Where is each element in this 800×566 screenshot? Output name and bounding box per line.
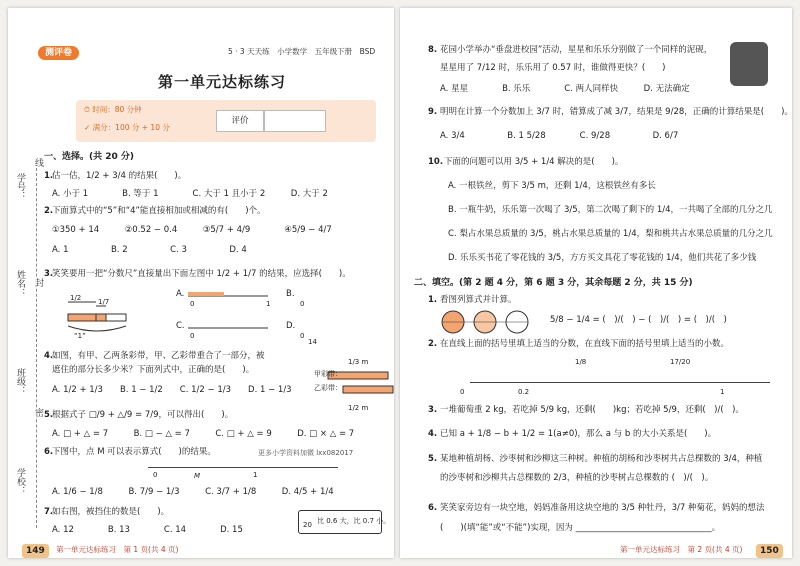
q8-line1: 花园小学举办“垂盘进校园”活动，星星和乐乐分别做了一个同样的泥砚，: [440, 45, 713, 55]
section-1-title: 一、选择。(共 20 分): [44, 152, 135, 162]
q3-c: C.: [176, 321, 185, 331]
q9-num: 9.: [428, 107, 438, 117]
f1-num: 1.: [428, 295, 438, 305]
side-word-feng: 封: [33, 278, 43, 287]
inkstone-image: [730, 42, 768, 86]
q3-seventh: 1/7: [98, 298, 110, 306]
q2-num: 2.: [44, 206, 54, 216]
q3: 笑笑要用一把“分数尺”直接量出下面左图中 1/2 + 1/7 的结果，应选择( )。: [52, 269, 351, 279]
f4: 已知 a + 1/8 − b + 1/2 = 1(a≠0)，那么 a 与 b 的大小关系是( )。: [440, 429, 717, 439]
f2: 在直线上面的括号里填上适当的分数，在直线下面的括号里填上适当的小数。: [440, 339, 730, 349]
side-class: 班级：: [15, 368, 25, 395]
footer-page-number: 149: [22, 544, 49, 558]
footer-page-number-right: 150: [756, 544, 783, 558]
q10: 下面的问题可以用 3/5 + 1/4 解决的是( )。: [444, 157, 624, 167]
q2: 下面算式中的“5”和“4”能直接相加或相减的有( )个。: [52, 206, 266, 216]
f6-line1: 笑笑家旁边有一块空地，妈妈准备用这块空地的 3/5 种牡丹，3/7 种菊花，妈妈的想法: [440, 503, 765, 513]
q8-options: A. 星星 B. 乐乐 C. 两人同样快 D. 无法确定: [440, 84, 690, 94]
q10-c: C. 梨占水果总质量的 3/5，桃占水果总质量的 1/4，梨和桃共占水果总质量的几分之几: [448, 229, 773, 239]
q1: 估一估，1/2 + 3/4 的结果( )。: [52, 171, 187, 181]
time-label: ⏱ 时间：80 分钟: [84, 105, 142, 114]
side-word-xian: 线: [33, 158, 43, 167]
f6-num: 6.: [428, 503, 438, 513]
q6-num: 6.: [44, 447, 54, 457]
q3-one: “1”: [74, 332, 86, 340]
f5-line2: 的沙枣树和沙柳共占总棵数的 2/3，种植的沙枣树占总棵数的 ( )/( )。: [440, 473, 714, 483]
section-2-title: 二、填空。(第 2 题 4 分，第 6 题 3 分，其余每题 2 分，共 15 分): [414, 278, 693, 288]
q7-num: 7.: [44, 507, 54, 517]
f2-zero: 0: [460, 388, 465, 396]
q6-one: 1: [253, 471, 258, 479]
q3-a-one: 1: [266, 300, 271, 308]
q4-yi: 乙彩带：: [314, 384, 342, 392]
q3-d-fourteen: 14: [308, 338, 317, 346]
f1-pie-figure: [440, 308, 550, 336]
q3-num: 3.: [44, 269, 54, 279]
q7-card-note: 比 0.6 大，比 0.7 小。: [317, 517, 391, 525]
side-name: 姓名：: [15, 270, 25, 297]
f2-top1: 1/8: [575, 358, 587, 366]
q7-options: A. 12 B. 13 C. 14 D. 15: [52, 525, 243, 535]
q1-num: 1.: [44, 171, 54, 181]
q3-b-zero: 0: [300, 300, 305, 308]
q5-num: 5.: [44, 410, 54, 420]
f1-equation: 5/8 − 1/4 = ( )/( ) − ( )/( ) = ( )/( ): [550, 315, 727, 325]
q1-options: A. 小于 1 B. 等于 1 C. 大于 1 且小于 2 D. 大于 2: [52, 189, 328, 199]
page-title: 第一单元达标练习: [158, 73, 287, 91]
q3-d: D.: [286, 321, 296, 331]
f2-num: 2.: [428, 339, 438, 349]
score-label: ✓ 满分：100 分 + 10 分: [84, 123, 170, 132]
q2-options: A. 1 B. 2 C. 3 D. 4: [52, 245, 247, 255]
q2-items: ①350 + 14 ②0.52 − 0.4 ③5/7 + 4/9 ④5/9 − 4/7: [52, 225, 332, 235]
q4-num: 4.: [44, 351, 54, 361]
info-box: [76, 100, 376, 142]
q6-m: M: [194, 472, 201, 480]
q8-line2: 星星用了 7/12 时，乐乐用了 0.57 时，谁做得更快？( ): [440, 63, 666, 73]
q7-card: [298, 510, 391, 534]
f6-line2: ( )(填“能”或“不能”)实现，因为 ________________________________。: [440, 523, 721, 533]
q3-a: A.: [176, 289, 185, 299]
q4-bottom: 1/2 m: [348, 404, 369, 412]
eval-field[interactable]: [264, 110, 326, 132]
left-page: [8, 8, 394, 558]
q5: 根据式子 □/9 + △/9 = 7/9，可以得出( )。: [52, 410, 234, 420]
q3-a-zero: 0: [190, 300, 195, 308]
f2-top2: 17/20: [670, 358, 691, 366]
footer-text: 第一单元达标练习 第 1 页(共 4 页): [56, 545, 179, 554]
footer-text-right: 第一单元达标练习 第 2 页(共 4 页): [620, 545, 743, 554]
side-word-mi: 密: [33, 408, 43, 417]
f2-b2: 1: [720, 388, 725, 396]
side-student-no: 学号：: [15, 173, 25, 200]
q10-num: 10.: [428, 157, 444, 167]
q7: 如右图，被挡住的数是( )。: [52, 507, 170, 517]
q10-b: B. 一瓶牛奶，乐乐第一次喝了 3/5，第二次喝了剩下的 1/4，一共喝了全部的几分之几: [448, 205, 773, 215]
right-page: [400, 8, 792, 558]
q6-options: A. 1/6 − 1/8 B. 7/9 − 1/3 C. 3/7 + 1/8 D. 4/5 + 1/4: [52, 487, 334, 497]
q6-number-line: [148, 467, 338, 468]
q9: 明明在计算一个分数加上 3/7 时，错算成了减 3/7，结果是 9/28，正确的计算结果是( )。: [440, 107, 793, 117]
f5-num: 5.: [428, 454, 438, 464]
series-label: 5 · 3 天天练 小学数学 五年级下册 BSD: [228, 47, 376, 56]
q10-a: A. 一根铁丝，剪下 3/5 m，还剩 1/4，这根铁丝有多长: [448, 181, 656, 191]
q6-zero: 0: [153, 471, 158, 479]
q7-card-num: 20: [303, 521, 312, 529]
f2-number-line: [470, 382, 770, 383]
f3: 一堆葡萄重 2 kg，若吃掉 5/9 kg，还剩( )kg；若吃掉 5/9，还剩( )/( )。: [440, 405, 744, 415]
f4-num: 4.: [428, 429, 438, 439]
q3-figure: [48, 284, 278, 354]
eval-label: 评价: [216, 110, 264, 132]
q5-options: A. □ + △ = 7 B. □ − △ = 7 C. □ + △ = 9 D. □ × △ = 7: [52, 429, 355, 439]
q4-top: 1/3 m: [348, 358, 369, 366]
q3-half: 1/2: [70, 294, 82, 302]
test-badge: 测评卷: [38, 46, 79, 60]
q4-jia: 甲彩带：: [314, 370, 342, 378]
q4-line1: 如图，有甲、乙两条彩带，甲、乙彩带重合了一部分，被: [52, 351, 265, 361]
f3-num: 3.: [428, 405, 438, 415]
f1: 看图列算式并计算。: [440, 295, 517, 305]
q4-line2: 遮住的部分长多少米？下面列式中，正确的是( )。: [52, 365, 255, 375]
q9-options: A. 3/4 B. 1 5/28 C. 9/28 D. 6/7: [440, 131, 679, 141]
q3-d-zero: 0: [300, 332, 305, 340]
side-school: 学校：: [15, 468, 25, 495]
watermark: 更多小学资料加微 lxx082017: [258, 449, 354, 457]
q3-c-zero: 0: [190, 332, 195, 340]
f5-line1: 某地种植胡杨、沙枣树和沙柳这三种树。种植的胡杨和沙枣树共占总棵数的 3/4，种植: [440, 454, 763, 464]
q4-options: A. 1/2 + 1/3 B. 1 − 1/2 C. 1/2 − 1/3 D. 1 − 1/3: [52, 385, 292, 395]
q6: 下图中，点 M 可以表示算式( )的结果。: [52, 447, 216, 457]
q8-num: 8.: [428, 45, 438, 55]
binding-line: [36, 158, 37, 528]
q10-d: D. 乐乐买书花了零花钱的 3/5，方方买文具花了零花钱的 1/4，他们共花了多少钱: [448, 253, 757, 263]
q3-b: B.: [286, 289, 295, 299]
f2-b1: 0.2: [518, 388, 530, 396]
